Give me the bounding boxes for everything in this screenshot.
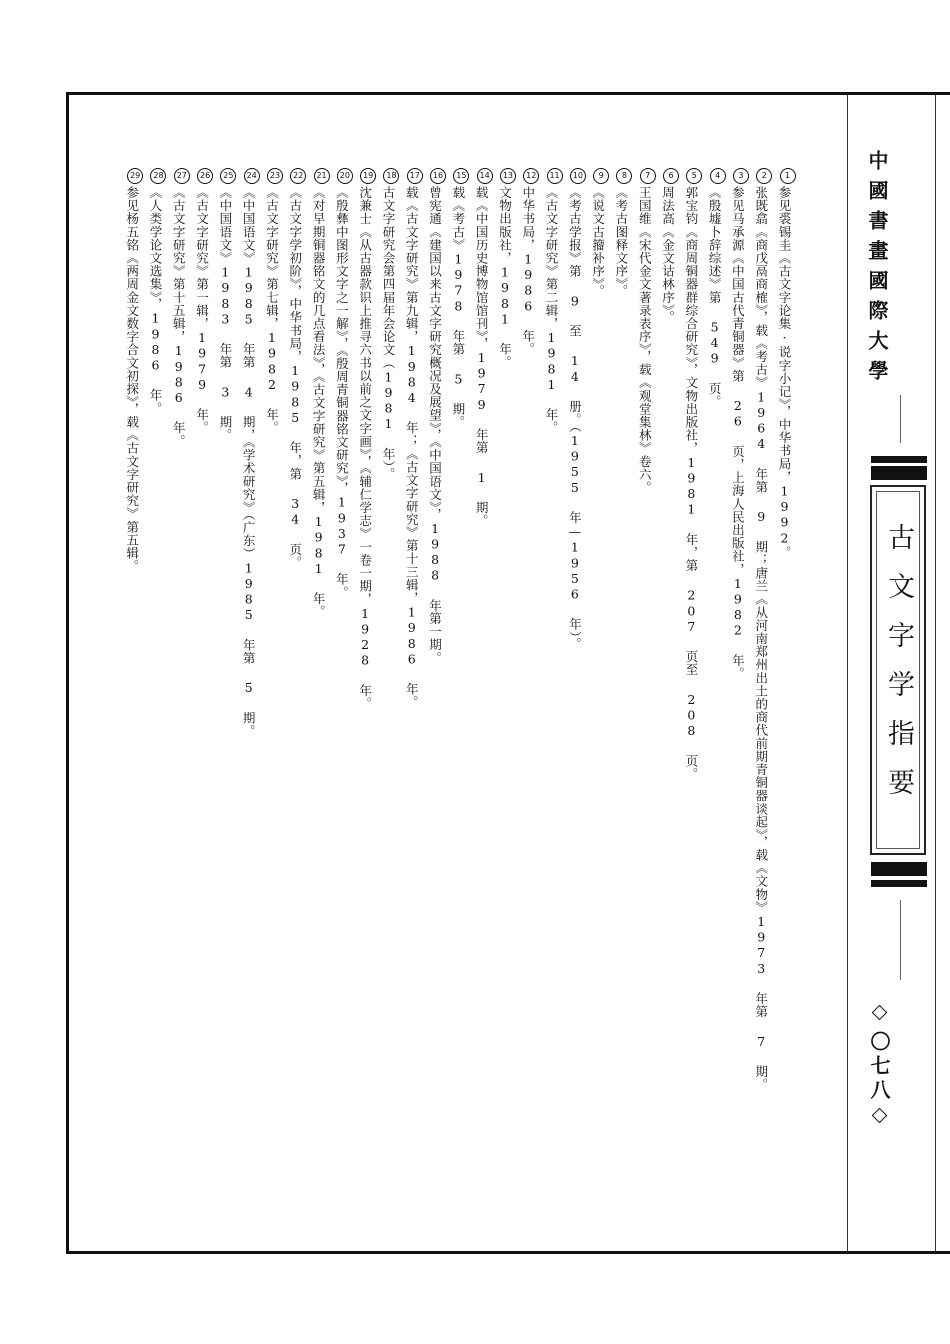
- footnote-number: 14: [477, 168, 493, 184]
- gutter-divider-bottom: [900, 900, 901, 980]
- footnote-item: [423, 168, 446, 1228]
- footnote-number: 23: [267, 168, 283, 184]
- book-title: 古文字学指要: [883, 523, 914, 817]
- footnote-item: [260, 168, 283, 1228]
- footnote-item: [330, 168, 353, 1228]
- footnote-text: 郭宝钧《商周铜器群综合研究》，文物出版社，1981 年，第 207 页至 208 页。: [683, 186, 699, 781]
- footnote-text: 《古文字研究》第十五辑，1986 年。: [171, 186, 187, 448]
- footnote-item: [563, 168, 586, 1228]
- footnote-item: [586, 168, 609, 1228]
- footnote-number: 10: [570, 168, 586, 184]
- footnote-item: [749, 168, 772, 1228]
- footnote-text: 张既翕《商戊鬲商榷》，载《考古》1964 年第 9 期；唐兰《从河南郑州出土的商代前期青铜器谈起》，载《文物》1973 年第 7 期。: [753, 186, 769, 1092]
- footnote-number: 3: [733, 168, 749, 184]
- decor-block-bottom: [871, 862, 927, 876]
- page-number-block: [866, 1000, 892, 1134]
- footnote-text: 《古文字研究》第七辑，1982 年。: [264, 186, 280, 435]
- footnote-item: [167, 168, 190, 1228]
- footnote-text: 《考古学报》第 9 至 14 册。（1955 年—1956 年）。: [567, 186, 583, 651]
- footnote-item: [540, 168, 563, 1228]
- footnote-item: [633, 168, 656, 1228]
- footnote-number: 24: [244, 168, 260, 184]
- footnote-item: [703, 168, 726, 1228]
- footnote-number: 20: [337, 168, 353, 184]
- footnote-number: 13: [500, 168, 516, 184]
- decor-bar-bottom: [871, 880, 927, 887]
- footnote-item: [237, 168, 260, 1228]
- footnote-text: 文物出版社，1981 年。: [497, 186, 513, 369]
- footnote-text: 《考古图释文序》。: [613, 186, 629, 298]
- footnote-item: [656, 168, 679, 1228]
- footnote-text: 参见马承源《中国古代青铜器》第 26 页，上海人民出版社，1982 年。: [730, 186, 746, 681]
- footnote-text: 《古文字学初阶》，中华书局，1985 年，第 34 页。: [287, 186, 303, 570]
- diamond-ornament-icon: [871, 1108, 887, 1124]
- footnote-number: 6: [663, 168, 679, 184]
- footnote-number: 12: [523, 168, 539, 184]
- publisher-name: 中國書畫國際大學: [865, 150, 889, 390]
- footnote-number: 29: [127, 168, 143, 184]
- footnote-number: 11: [547, 168, 563, 184]
- footnote-text: 《人类学论文选集》，1986 年。: [147, 186, 163, 415]
- footnote-number: 17: [407, 168, 423, 184]
- decor-block-top: [871, 466, 927, 480]
- footnote-text: 载《中国历史博物馆馆刊》，1979 年第 1 期。: [474, 186, 490, 528]
- footnote-text: 《中国语文》1983 年第 3 期。: [217, 186, 233, 442]
- footnote-item: [214, 168, 237, 1228]
- footnote-number: 16: [430, 168, 446, 184]
- footnote-item: [470, 168, 493, 1228]
- footnote-item: [400, 168, 423, 1228]
- footnote-number: 5: [686, 168, 702, 184]
- footnote-item: [144, 168, 167, 1228]
- footnote-text: 王国维《宋代金文著录表序》，载《观堂集林》卷六。: [637, 186, 653, 495]
- footnote-item: [773, 168, 796, 1228]
- footnote-item: [353, 168, 376, 1228]
- footnote-text: 周法高《金文诂林序》。: [660, 186, 676, 324]
- footnote-item: [493, 168, 516, 1228]
- footnote-number: 8: [616, 168, 632, 184]
- footnote-item: [190, 168, 213, 1228]
- book-title-box: [870, 485, 926, 855]
- footnote-text: 《对早期铜器铭文的几点看法》，《古文字研究》第五辑，1981 年。: [311, 186, 327, 619]
- footnote-text: 《殷彝中图形文字之一解》，《殷周青铜器铭文研究》，1937 年。: [334, 186, 350, 599]
- footnote-item: [307, 168, 330, 1228]
- footnotes-list: [120, 168, 796, 1228]
- footnote-item: [377, 168, 400, 1228]
- footnote-text: 中华书局，1986 年。: [520, 186, 536, 356]
- footnote-number: 2: [756, 168, 772, 184]
- footnote-number: 4: [710, 168, 726, 184]
- footnote-number: 18: [383, 168, 399, 184]
- footnote-text: 参见杨五铭《两周金文数字合文初探》，载《古文字研究》第五辑。: [124, 186, 140, 573]
- footnote-number: 7: [640, 168, 656, 184]
- footnote-text: 参见裘锡圭《古文字论集·说字小记》，中华书局，1992。: [777, 186, 792, 560]
- footnote-number: 27: [174, 168, 190, 184]
- footnote-text: 载《考古》1978 年第 5 期。: [450, 186, 466, 429]
- footnote-number: 28: [150, 168, 166, 184]
- footnote-text: 曾宪通《建国以来古文字研究概况及展望》，《中国语文》，1988 年第一期。: [427, 186, 443, 665]
- footnote-text: 载《古文字研究》第九辑，1984 年；《古文字研究》第十三辑，1986 年。: [404, 186, 420, 709]
- footnote-text: 《说文古籀补序》。: [590, 186, 606, 298]
- footnote-number: 21: [314, 168, 330, 184]
- footnote-text: 《古文字研究》第二辑，1981 年。: [544, 186, 560, 435]
- footnote-item: [447, 168, 470, 1228]
- decor-bar-top: [871, 456, 927, 463]
- footnote-item: [120, 168, 143, 1228]
- footnote-number: 15: [453, 168, 469, 184]
- footnote-text: 《古文字研究》第一辑，1979 年。: [194, 186, 210, 435]
- footnote-number: 9: [593, 168, 609, 184]
- footnote-number: 19: [360, 168, 376, 184]
- footnote-text: 《殷墟卜辞综述》第 549 页。: [707, 186, 723, 409]
- footnote-text: 沈兼士《从古器款识上推寻六书以前之文字画》，《辅仁学志》一卷一期，1928 年。: [357, 186, 373, 710]
- footnote-item: [516, 168, 539, 1228]
- gutter-rule-right: [935, 95, 936, 1251]
- footnote-number: 22: [290, 168, 306, 184]
- gutter-divider-top: [900, 395, 901, 443]
- footnote-item: [680, 168, 703, 1228]
- footnote-number: 26: [197, 168, 213, 184]
- footnote-number: 1: [780, 168, 796, 184]
- footnote-item: [726, 168, 749, 1228]
- footnote-text: 《中国语文》1985 年第 4 期，《学术研究》（广东）1985 年第 5 期。: [241, 186, 257, 738]
- gutter-rule-left: [847, 95, 848, 1251]
- footnote-item: [283, 168, 306, 1228]
- footnote-item: [610, 168, 633, 1228]
- footnote-text: 古文字研究会第四届年会论文（1981 年）。: [380, 186, 396, 481]
- footnote-number: 25: [220, 168, 236, 184]
- page-number: 〇七八: [867, 1031, 891, 1103]
- diamond-ornament-icon: [871, 1005, 887, 1021]
